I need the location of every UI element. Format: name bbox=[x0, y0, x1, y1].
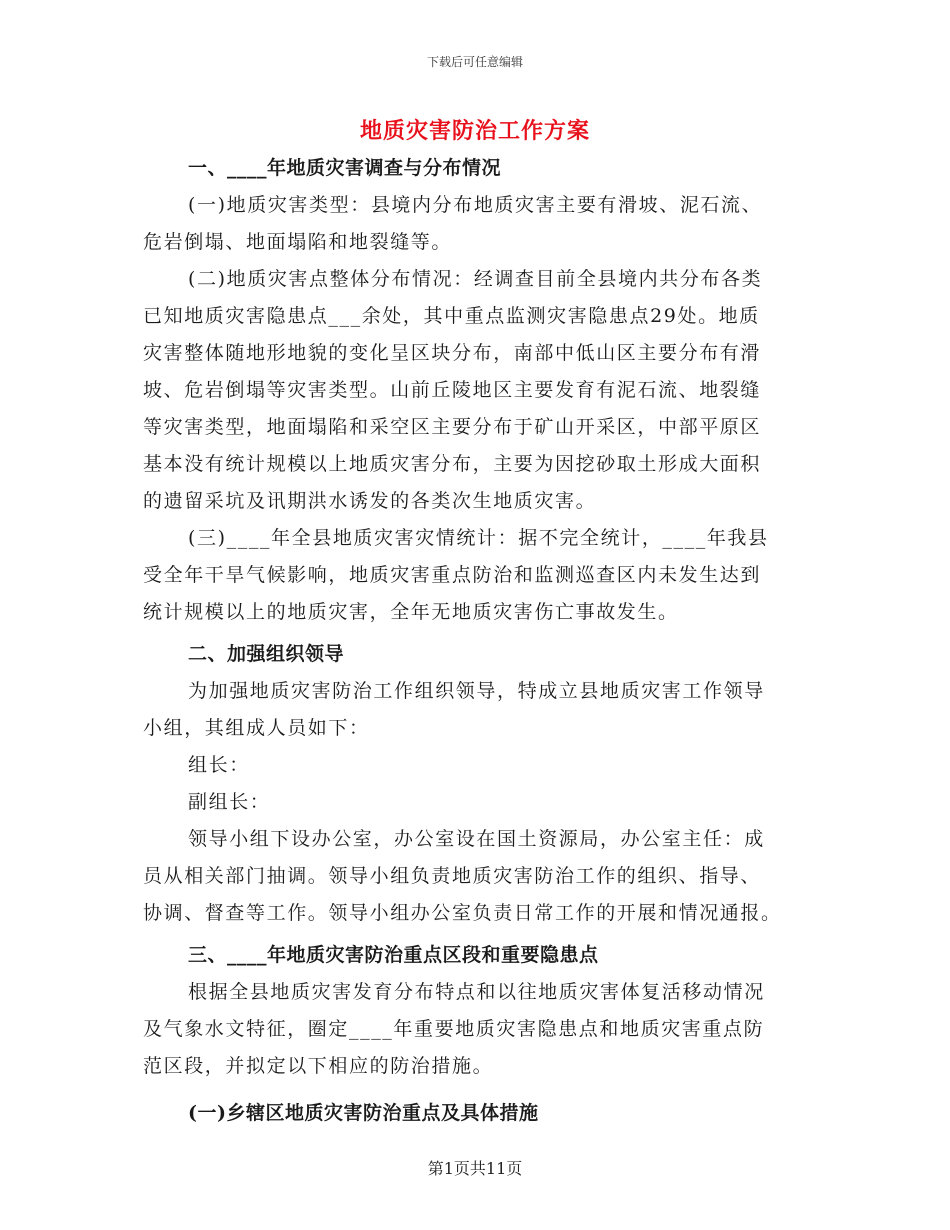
subsection-heading: (一)乡辖区地质灾害防治重点及具体措施 bbox=[188, 1102, 539, 1124]
page-number-footer: 第1页共11页 bbox=[427, 1159, 523, 1178]
document-body bbox=[143, 150, 803, 1132]
paragraph-line: (二)地质灾害点整体分布情况：经调查目前全县境内共分布各类 bbox=[188, 268, 763, 290]
paragraph-line: (一)地质灾害类型：县境内分布地质灾害主要有滑坡、泥石流、 bbox=[188, 194, 763, 216]
paragraph-line: 灾害整体随地形地貌的变化呈区块分布，南部中低山区主要分布有滑 bbox=[143, 342, 762, 364]
section-heading-1: 一、____年地质灾害调查与分布情况 bbox=[188, 157, 502, 179]
paragraph-line: (三)____年全县地质灾害灾情统计：据不完全统计，____年我县 bbox=[188, 527, 769, 549]
paragraph-line: 坡、危岩倒塌等灾害类型。山前丘陵地区主要发育有泥石流、地裂缝 bbox=[143, 379, 762, 401]
paragraph-line: 根据全县地质灾害发育分布特点和以往地质灾害体复活移动情况 bbox=[188, 981, 765, 1003]
paragraph-line: 范区段，并拟定以下相应的防治措施。 bbox=[143, 1055, 494, 1077]
group-leader-line: 组长： bbox=[188, 754, 250, 776]
deputy-leader-line: 副组长： bbox=[188, 791, 271, 813]
paragraph-line: 及气象水文特征，圈定____年重要地质灾害隐患点和地质灾害重点防 bbox=[143, 1018, 765, 1040]
paragraph-line: 受全年干旱气候影响，地质灾害重点防治和监测巡查区内未发生达到 bbox=[143, 564, 762, 586]
paragraph-line: 统计规模以上的地质灾害，全年无地质灾害伤亡事故发生。 bbox=[143, 601, 679, 623]
paragraph-line: 基本没有统计规模以上地质灾害分布，主要为因挖砂取土形成大面积 bbox=[143, 453, 762, 475]
paragraph-line: 员从相关部门抽调。领导小组负责地质灾害防治工作的组织、指导、 bbox=[143, 865, 762, 887]
paragraph-line: 已知地质灾害隐患点___余处，其中重点监测灾害隐患点29处。地质 bbox=[143, 305, 760, 327]
document-title: 地质灾害防治工作方案 bbox=[359, 118, 590, 144]
paragraph-line: 协调、督查等工作。领导小组办公室负责日常工作的开展和情况通报。 bbox=[143, 902, 782, 924]
paragraph-line: 领导小组下设办公室，办公室设在国土资源局，办公室主任：成 bbox=[188, 828, 765, 850]
paragraph-line: 小组，其组成人员如下： bbox=[143, 717, 370, 739]
page-header-note: 下载后可任意编辑 bbox=[426, 55, 523, 69]
section-heading-2: 二、加强组织领导 bbox=[188, 643, 345, 665]
paragraph-line: 的遗留采坑及讯期洪水诱发的各类次生地质灾害。 bbox=[143, 490, 597, 512]
paragraph-line: 危岩倒塌、地面塌陷和地裂缝等。 bbox=[143, 231, 453, 253]
section-heading-3: 三、____年地质灾害防治重点区段和重要隐患点 bbox=[188, 944, 599, 966]
paragraph-line: 为加强地质灾害防治工作组织领导，特成立县地质灾害工作领导 bbox=[188, 680, 765, 702]
paragraph-line: 等灾害类型，地面塌陷和采空区主要分布于矿山开采区，中部平原区 bbox=[143, 416, 762, 438]
